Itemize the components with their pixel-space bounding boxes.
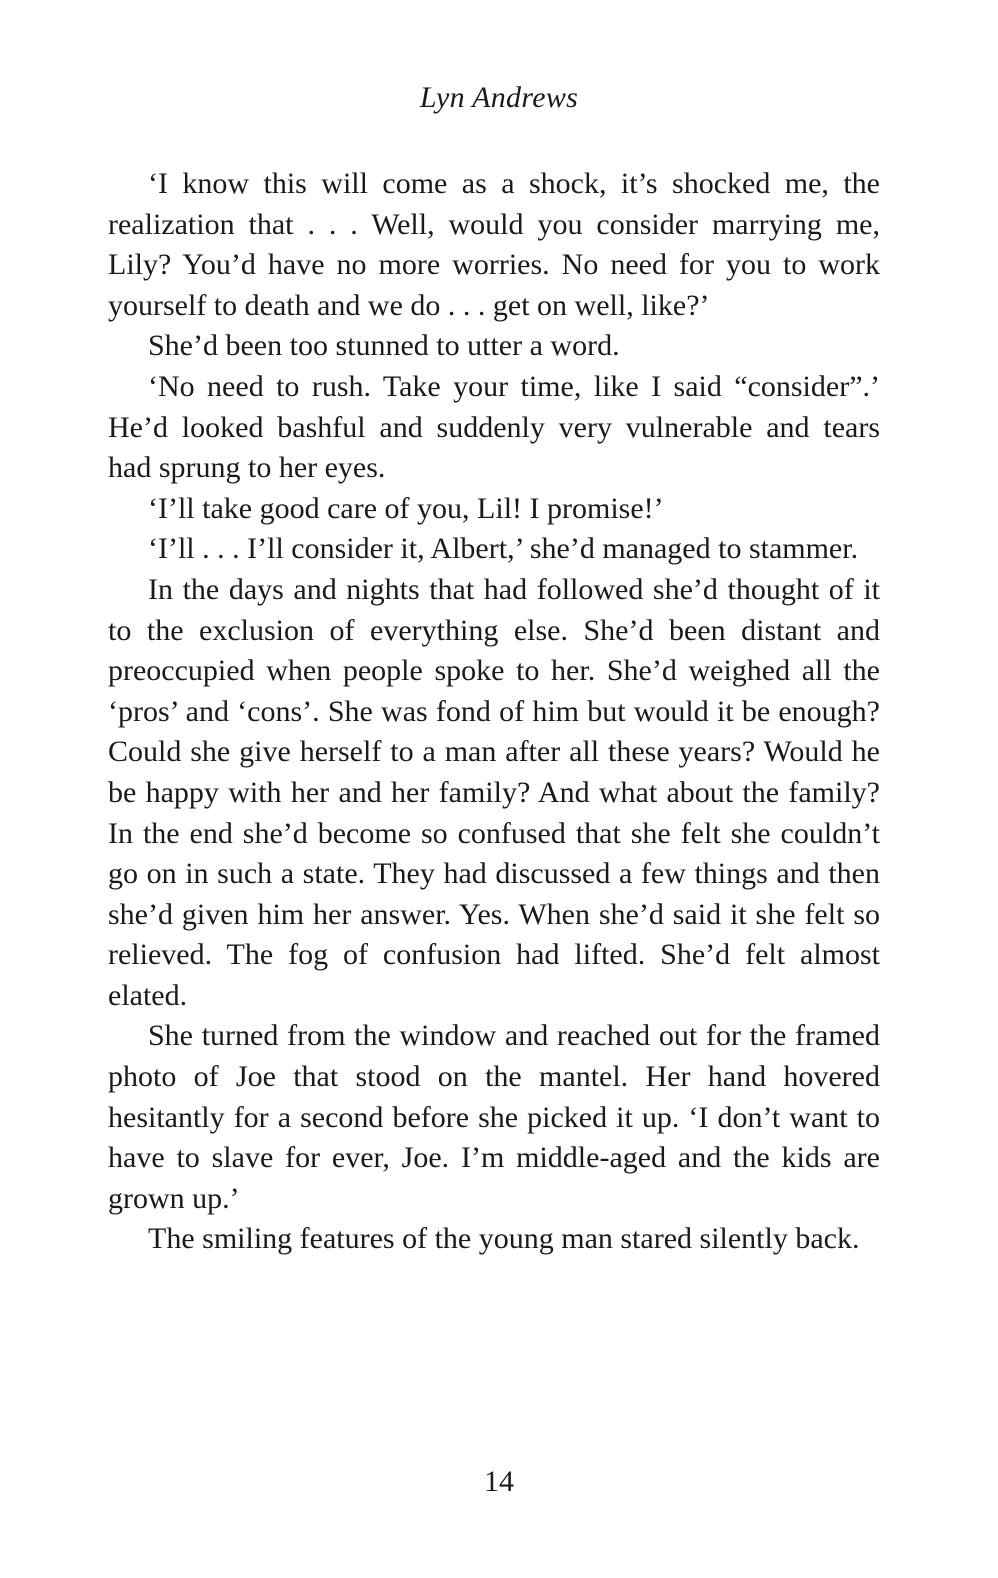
paragraph: The smiling features of the young man stared silently back. bbox=[148, 1222, 860, 1256]
paragraph: ‘I’ll . . . I’ll consider it, Albert,’ she’d managed to stammer. bbox=[148, 532, 859, 566]
page-number: 14 bbox=[484, 1465, 514, 1498]
body-text bbox=[108, 164, 880, 1260]
paragraph: In the days and nights that had followed she’d thought of it to the exclusion of everything else. She’d been distant and preoccupied when people spoke to her. She’d weighed all the ‘pros’ and ‘cons’. She was fond of him but would it be enough? Could she give herself to a man after all these years? Would he be happy with her and her family? And what about the family? In the end she’d become so confused that she felt she couldn’t go on in such a state. They had discussed a few things and then she’d given him her answer. Yes. When she’d said it she felt so relieved. The fog of confusion had lifted. She’d felt almost elated. bbox=[108, 572, 880, 1012]
paragraph: ‘I’ll take good care of you, Lil! I promise!’ bbox=[148, 491, 664, 525]
paragraph: ‘I know this will come as a shock, it’s shocked me, the realization that . . . Well, would you consider marrying me, Lily? You’d have no more worries. No need for you to work yourself to death and we do . . . get on well, like?’ bbox=[108, 167, 880, 322]
paragraph: She turned from the window and reached out for the framed photo of Joe that stood on the mantel. Her hand hovered hesitantly for a second before she picked it up. ‘I don’t want to have to slave for ever, Joe. I’m middle-aged and the kids are grown up.’ bbox=[108, 1019, 880, 1215]
paragraph: ‘No need to rush. Take your time, like I said “consider”.’ He’d looked bashful and suddenly very vulnerable and tears had sprung to her eyes. bbox=[108, 369, 880, 485]
running-head: Lyn Andrews bbox=[419, 81, 579, 114]
paragraph: She’d been too stunned to utter a word. bbox=[148, 329, 620, 363]
